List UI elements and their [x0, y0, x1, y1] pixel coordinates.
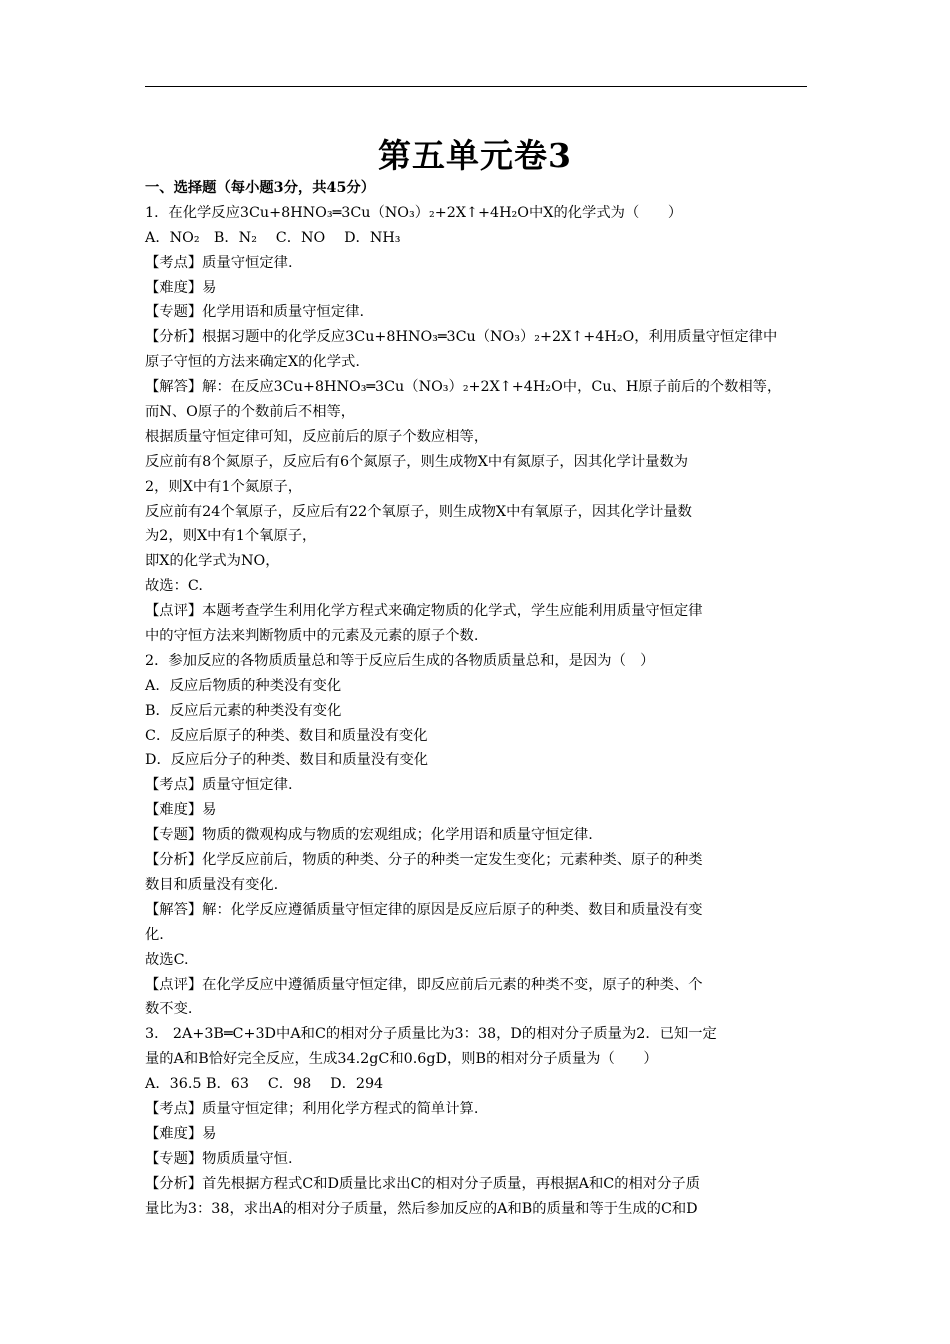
text-line: 【分析】化学反应前后，物质的种类、分子的种类一定发生变化；元素种类、原子的种类: [145, 852, 703, 869]
text-line: 2．参加反应的各物质质量总和等于反应后生成的各物质质量总和，是因为（ ）: [145, 652, 655, 669]
text-line: 故选C.: [145, 951, 189, 968]
text-line: A．NO₂ B．N₂ C．NO D．NH₃: [145, 229, 401, 246]
text-line: 2，则X中有1个氮原子，: [145, 478, 303, 495]
text-line: 原子守恒的方法来确定X的化学式.: [145, 354, 360, 371]
text-line: 即X的化学式为NO，: [145, 553, 280, 570]
section-heading: 一、选择题（每小题3分，共45分）: [145, 180, 375, 196]
text-line: 反应前有8个氮原子，反应后有6个氮原子，则生成物X中有氮原子，因其化学计量数为: [145, 453, 689, 470]
header-rule: [145, 86, 807, 87]
text-line: 中的守恒方法来判断物质中的元素及元素的原子个数.: [145, 628, 479, 645]
text-line: D．反应后分子的种类、数目和质量没有变化: [145, 752, 429, 769]
text-line: 【难度】易: [145, 279, 217, 296]
text-line: 为2，则X中有1个氧原子，: [145, 528, 317, 545]
text-line: 3． 2A+3B═C+3D中A和C的相对分子质量比为3：38，D的相对分子质量为2．已知一定: [145, 1026, 717, 1043]
text-line: 【考点】质量守恒定律.: [145, 777, 293, 794]
text-line: 【点评】在化学反应中遵循质量守恒定律，即反应前后元素的种类不变，原子的种类、个: [145, 976, 703, 993]
text-line: 【难度】易: [145, 802, 217, 819]
text-line: 【解答】解：化学反应遵循质量守恒定律的原因是反应后原子的种类、数目和质量没有变: [145, 901, 703, 918]
text-line: 【专题】物质质量守恒.: [145, 1150, 293, 1167]
text-line: 而N、O原子的个数前后不相等，: [145, 404, 356, 421]
document-body: [145, 176, 815, 1221]
text-line: 【专题】物质的微观构成与物质的宏观组成；化学用语和质量守恒定律.: [145, 827, 593, 844]
text-line: 故选：C.: [145, 578, 203, 595]
text-line: 化.: [145, 926, 164, 943]
text-line: A．反应后物质的种类没有变化: [145, 677, 342, 694]
text-line: 【解答】解：在反应3Cu+8HNO₃═3Cu（NO₃）₂+2X↑+4H₂O中，Cu、H原子前后的个数相等，: [145, 379, 782, 396]
text-line: 【难度】易: [145, 1125, 217, 1142]
page-title: 第五单元卷3: [378, 136, 572, 175]
text-line: 【分析】首先根据方程式C和D质量比求出C的相对分子质量，再根据A和C的相对分子质: [145, 1175, 700, 1192]
text-line: B．反应后元素的种类没有变化: [145, 702, 342, 719]
text-line: 量的A和B恰好完全反应，生成34.2gC和0.6gD，则B的相对分子质量为（ ）: [145, 1051, 658, 1068]
text-line: 根据质量守恒定律可知，反应前后的原子个数应相等，: [145, 428, 489, 445]
text-line: 1．在化学反应3Cu+8HNO₃═3Cu（NO₃）₂+2X↑+4H₂O中X的化学式为（ ）: [145, 204, 683, 221]
text-line: 量比为3：38，求出A的相对分子质量，然后参加反应的A和B的质量和等于生成的C和D: [145, 1200, 698, 1217]
text-line: 反应前有24个氧原子，反应后有22个氧原子，则生成物X中有氧原子，因其化学计量数: [145, 503, 692, 520]
text-line: 【专题】化学用语和质量守恒定律.: [145, 304, 364, 321]
text-line: 【分析】根据习题中的化学反应3Cu+8HNO₃═3Cu（NO₃）₂+2X↑+4H₂O，利用质量守恒定律中: [145, 329, 778, 346]
text-line: 【考点】质量守恒定律.: [145, 254, 293, 271]
text-line: 数不变.: [145, 1001, 193, 1018]
text-line: 数目和质量没有变化.: [145, 876, 279, 893]
text-line: C．反应后原子的种类、数目和质量没有变化: [145, 727, 428, 744]
text-line: A．36.5 B．63 C．98 D．294: [145, 1076, 384, 1093]
text-line: 【考点】质量守恒定律；利用化学方程式的简单计算.: [145, 1100, 479, 1117]
text-line: 【点评】本题考查学生利用化学方程式来确定物质的化学式，学生应能利用质量守恒定律: [145, 603, 703, 620]
